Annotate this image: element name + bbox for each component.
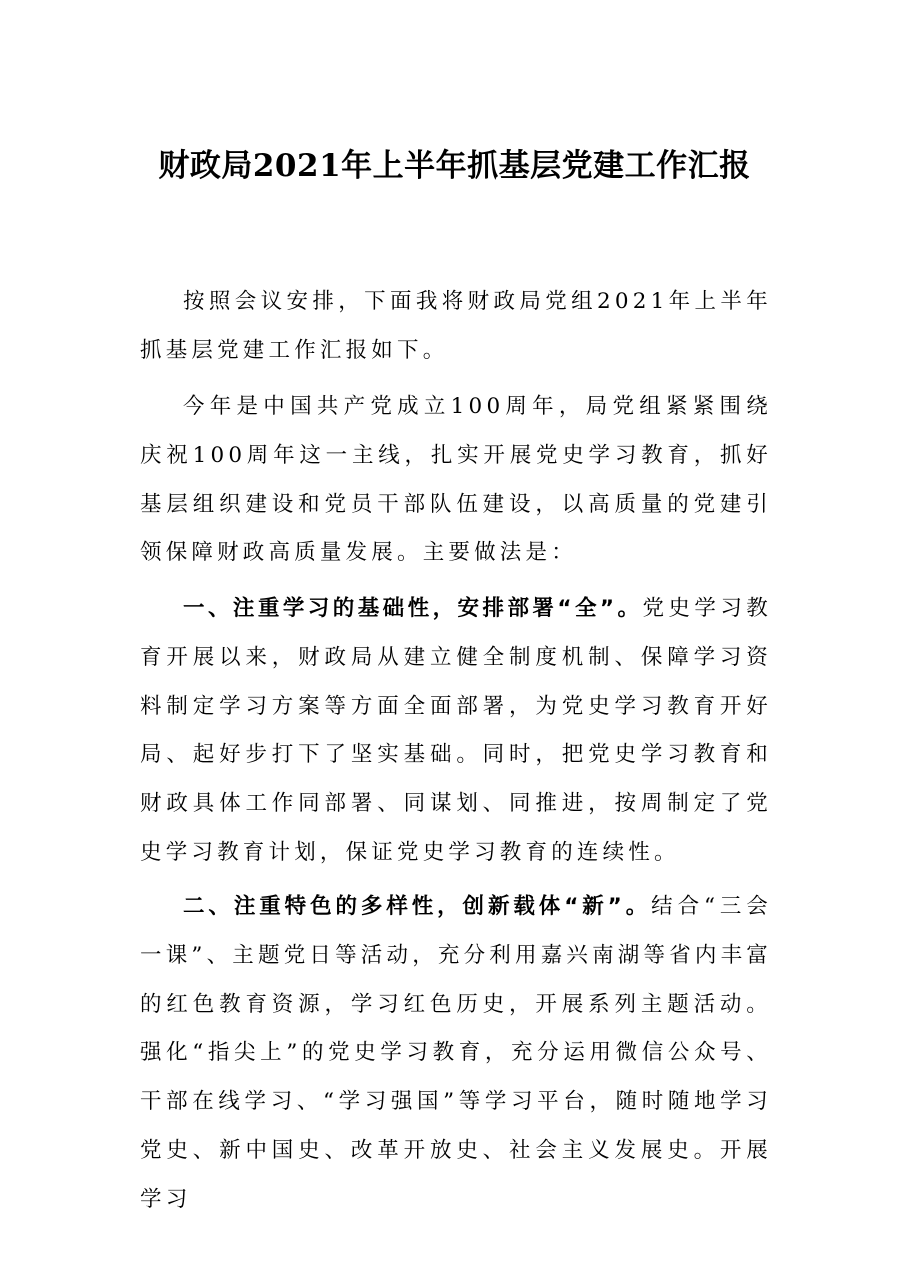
paragraph-section-two [140,883,772,1225]
paragraph-intro: 按照会议安排，下面我将财政局党组2021年上半年抓基层党建工作汇报如下。 [140,289,772,363]
section-two-text: 结合“三会一课”、主题党日等活动，充分利用嘉兴南湖等省内丰富的红色教育资源，学习红色历史，开展系列主题活动。强化“指尖上”的党史学习教育，充分运用微信公众号、干部在线学习、“学习强国”等学习平台，随时随地学习党史、新中国史、改革开放史、社会主义发展史。开展学习 [140,894,773,1212]
section-one-heading: 一、注重学习的基础性，安排部署“全”。 [183,596,643,621]
section-one-text: 党史学习教育开展以来，财政局从建立健全制度机制、保障学习资料制定学习方案等方面全面部署，为党史学习教育开好局、起好步打下了坚实基础。同时，把党史学习教育和财政具体工作同部署、同谋划、同推进，按周制定了党史学习教育计划，保证党史学习教育的连续性。 [140,596,772,865]
paragraph-overview: 今年是中国共产党成立100周年，局党组紧紧围绕庆祝100周年这一主线，扎实开展党史学习教育，抓好基层组织建设和党员干部队伍建设，以高质量的党建引领保障财政高质量发展。主要做法是： [140,394,772,566]
document-title: 财政局2021年上半年抓基层党建工作汇报 [158,148,751,184]
paragraph-section-one [140,585,772,878]
section-two-heading: 二、注重特色的多样性，创新载体“新”。 [183,894,652,919]
